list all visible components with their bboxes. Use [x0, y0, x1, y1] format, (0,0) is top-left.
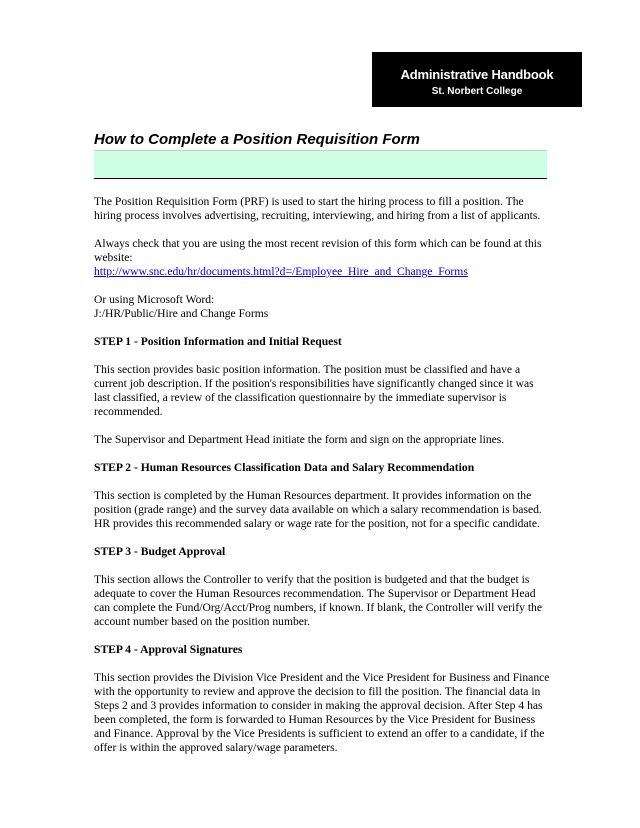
forms-link[interactable]: http://www.snc.edu/hr/documents.html?d=/Employee_Hire_and_Change_Forms — [94, 265, 468, 278]
word-path-paragraph — [94, 293, 550, 321]
handbook-header — [372, 52, 582, 107]
word-label: Or using Microsoft Word: — [94, 293, 215, 306]
step-1-heading: STEP 1 - Position Information and Initial Request — [94, 335, 342, 348]
intro-paragraph: The Position Requisition Form (PRF) is used to start the hiring process to fill a position. The hiring process involves advertising, recruiting, interviewing, and hiring from a list of applicants. — [94, 195, 541, 222]
step-1-paragraph-1: This section provides basic position information. The position must be classified and have a current job description. If the position's responsibilities have significantly changed since it was last classified, a review of the classification questionnaire by the immediate supervisor is recommended. — [94, 363, 534, 418]
college-name: St. Norbert College — [431, 86, 523, 97]
word-path: J:/HR/Public/Hire and Change Forms — [94, 307, 269, 320]
title-band — [94, 150, 547, 179]
revision-text: Always check that you are using the most recent revision of this form which can be found at this website: — [94, 237, 542, 264]
step-4-paragraph: This section provides the Division Vice President and the Vice President for Business and Finance with the opportunity to review and approve the decision to fill the position. The financial data in Steps 2 and 3 provides information to consider in making the approval decision. After Step 4 has been completed, the form is forwarded to Human Resources by the Vice President for Business and Finance. Approval by the Vice Presidents is sufficient to extend an offer to a candidate, if the offer is within the approved salary/wage parameters. — [94, 671, 550, 754]
handbook-title: Administrative Handbook — [400, 67, 554, 82]
step-2-heading: STEP 2 - Human Resources Classification Data and Salary Recommendation — [94, 461, 475, 474]
step-4-heading: STEP 4 - Approval Signatures — [94, 643, 243, 656]
step-2-paragraph: This section is completed by the Human Resources department. It provides information on the position (grade range) and the survey data available on which a salary recommendation is based. HR provides this recommended salary or wage rate for the position, not for a specific candidate. — [94, 489, 542, 530]
step-1-paragraph-2: The Supervisor and Department Head initiate the form and sign on the appropriate lines. — [94, 433, 505, 446]
revision-paragraph — [94, 237, 550, 279]
step-3-heading: STEP 3 - Budget Approval — [94, 545, 226, 558]
step-3-paragraph: This section allows the Controller to verify that the position is budgeted and that the budget is adequate to cover the Human Resources recommendation. The Supervisor or Department Head can complete the Fund/Org/Acct/Prog numbers, if known. If blank, the Controller will verify the account number based on the position number. — [94, 573, 542, 628]
page-title: How to Complete a Position Requisition Form — [94, 131, 420, 148]
document-body — [94, 195, 550, 769]
